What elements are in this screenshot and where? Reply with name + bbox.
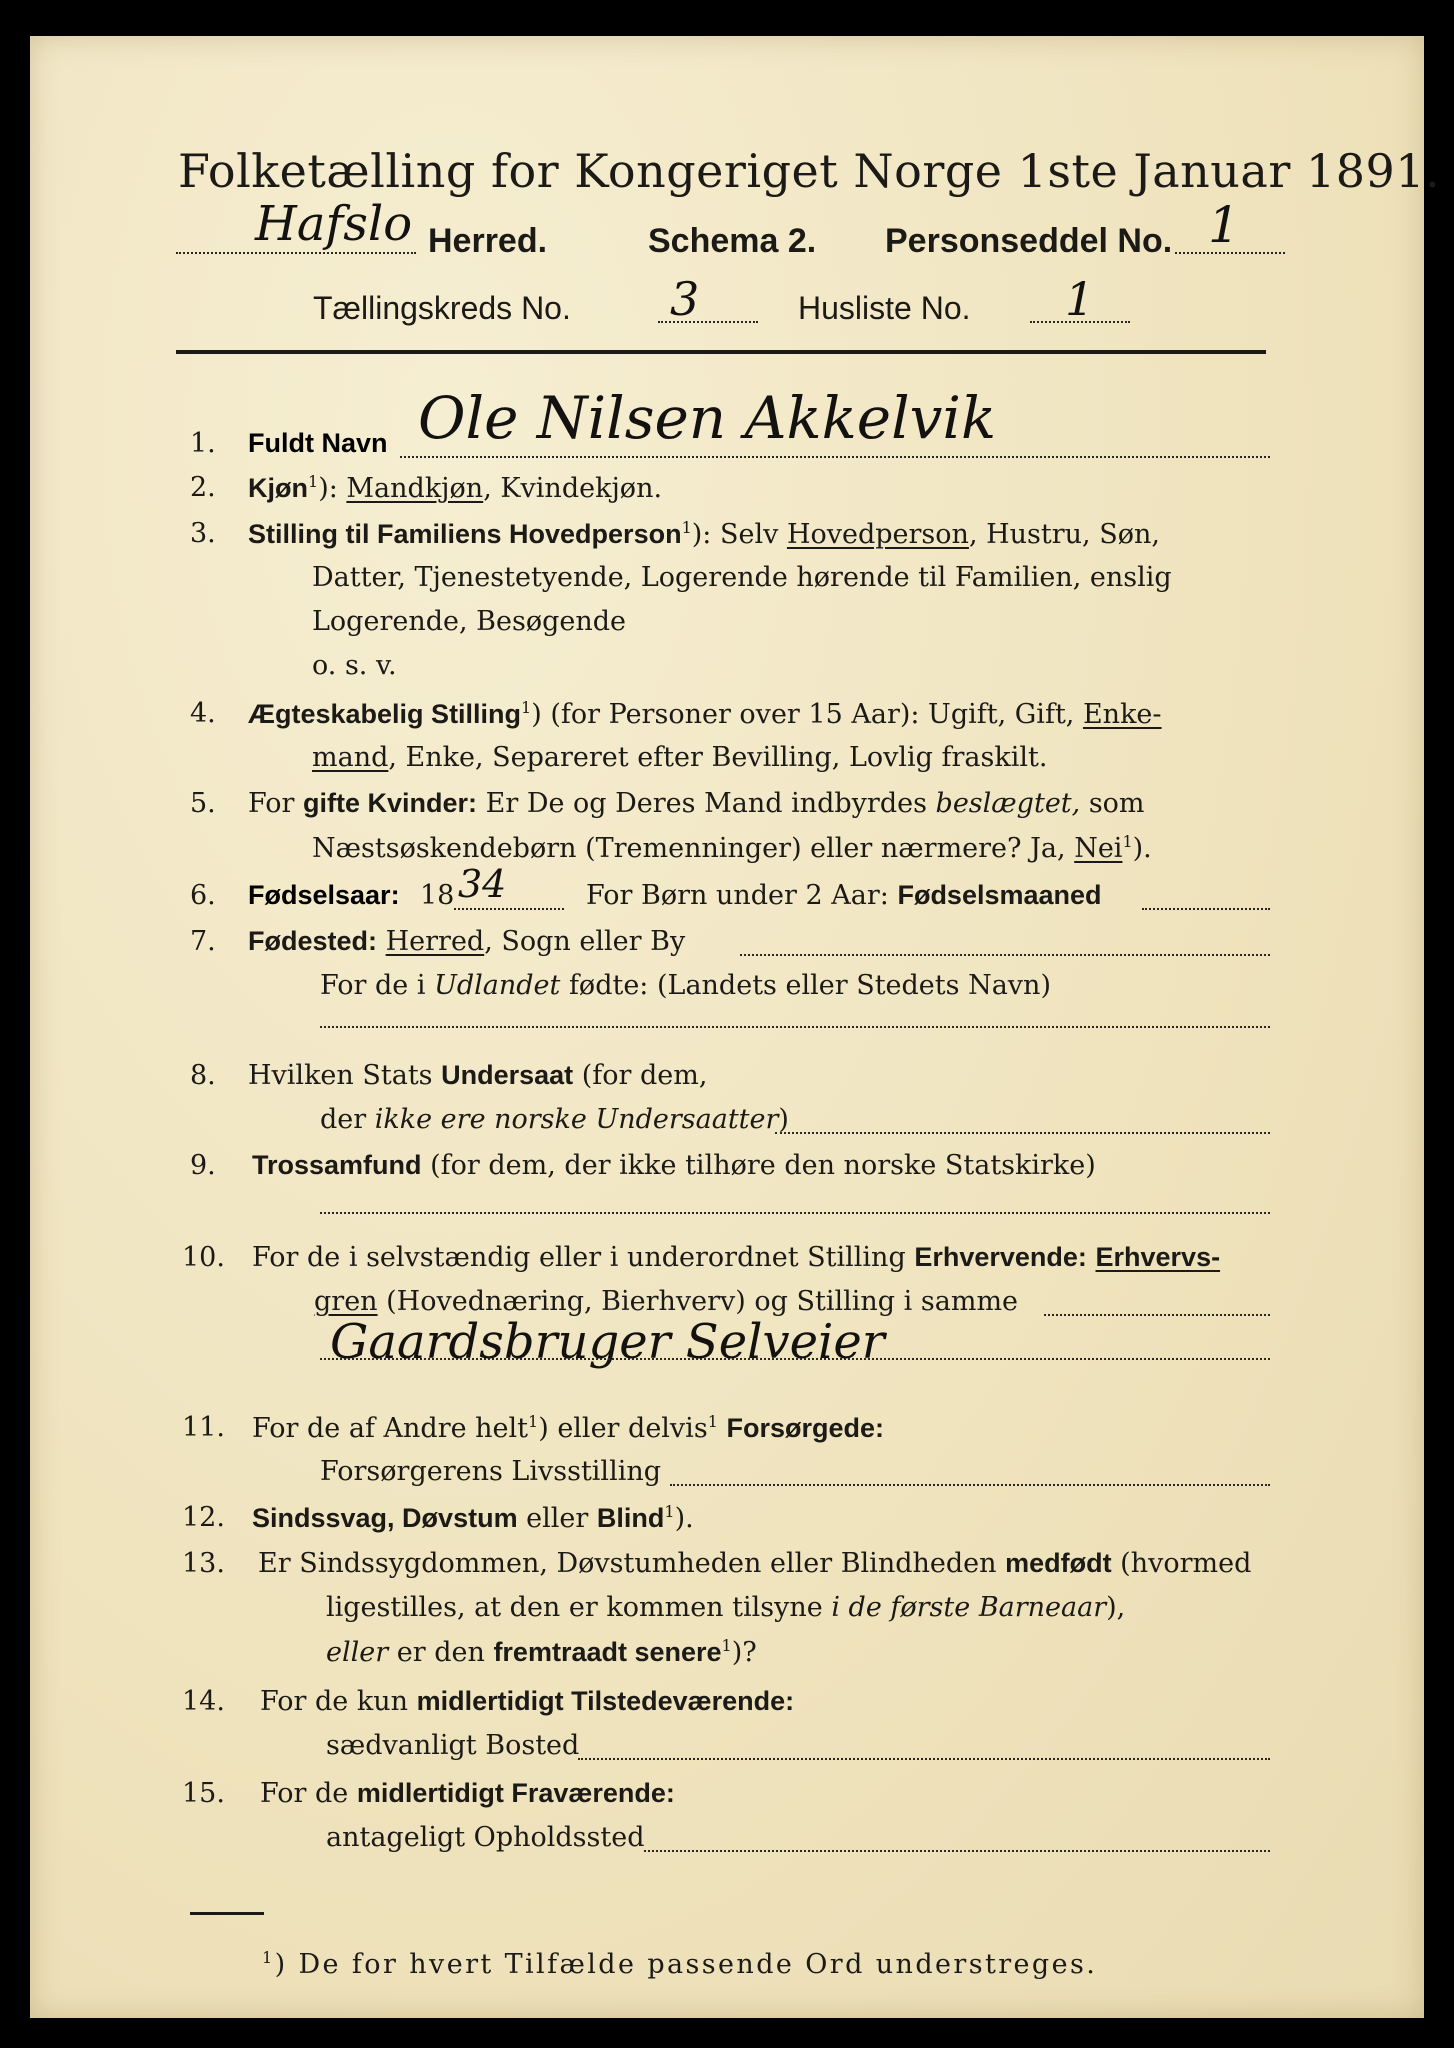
item-1-dots <box>400 456 1270 458</box>
personseddel-value: 1 <box>1208 196 1240 254</box>
item-12-end: ). <box>674 1503 694 1534</box>
item-6-mid: For Børn under 2 Aar: <box>586 880 898 911</box>
footnote-mark: 1 <box>262 1948 275 1967</box>
item-15-line1 <box>260 1778 675 1809</box>
item-1-label: Fuldt Navn <box>248 428 388 458</box>
item-5-line2 <box>312 832 1152 864</box>
item-5-selected: Nei <box>1074 833 1123 864</box>
item-5-pre: For <box>248 788 304 819</box>
item-4-label: Ægteskabelig Stilling <box>248 699 522 729</box>
item-7-dots <box>740 954 1270 956</box>
item-7-label: Fødested: <box>248 926 378 956</box>
item-8-l2b: ) <box>778 1104 789 1135</box>
item-9-num: 9. <box>190 1150 216 1181</box>
item-3-label: Stilling til Familiens Hovedperson <box>248 519 682 549</box>
item-13-text: Er Sindssygdommen, Døvstumheden eller Blindheden <box>258 1548 1006 1579</box>
item-13-label2: fremtraadt senere <box>493 1637 722 1667</box>
item-9-line <box>252 1150 1096 1181</box>
item-7-l2b: fødte: (Landets eller Stedets Navn) <box>560 970 1051 1001</box>
item-11-label: Forsørgede: <box>726 1413 884 1443</box>
item-6-label2: Fødselsmaaned <box>897 880 1102 910</box>
item-10-rest: (Hovednæring, Bierhverv) og Stilling i samme <box>377 1286 1019 1317</box>
footnote-ref: 1 <box>681 518 692 537</box>
item-5-close: ). <box>1132 833 1152 864</box>
schema-label: Schema 2. <box>648 222 817 260</box>
item-2-line <box>248 472 662 504</box>
item-13-num: 13. <box>182 1548 225 1579</box>
item-13-l2b: ), <box>1106 1592 1126 1623</box>
census-form <box>30 36 1441 2018</box>
item-9-dots <box>320 1212 1270 1214</box>
item-13-l2a: ligestilles, at den er kommen tilsyne <box>326 1592 832 1623</box>
item-14-line1 <box>260 1686 794 1717</box>
item-7-num: 7. <box>190 926 216 957</box>
item-5-question: Næstsøskendebørn (Tremenninger) eller nærmere? Ja, <box>312 833 1075 864</box>
item-6-dots-b <box>1142 908 1270 910</box>
item-5-italic: beslægtet, <box>935 788 1081 819</box>
item-10-dots-2 <box>320 1358 1270 1360</box>
item-2-selected: Mandkjøn <box>346 473 484 504</box>
item-14-dots <box>578 1758 1270 1760</box>
item-14-pre: For de kun <box>260 1686 417 1717</box>
husliste-label: Husliste No. <box>798 290 971 326</box>
item-10-line2 <box>314 1286 1018 1317</box>
footnote-ref: 1 <box>721 1636 732 1655</box>
item-13-l3a: er den <box>388 1637 494 1668</box>
item-3-line2: Datter, Tjenestetyende, Logerende hørende til Familien, enslig <box>312 562 1172 593</box>
item-3-rest: , Hustru, Søn, <box>968 519 1160 550</box>
item-4-selected-a: Enke- <box>1082 699 1162 730</box>
item-3-line1 <box>248 518 1160 550</box>
item-3-text: ): Selv <box>691 519 787 550</box>
item-10-selected-b: gren <box>314 1286 378 1317</box>
herred-dots <box>176 252 416 254</box>
item-8-rest: (for dem, <box>573 1060 708 1091</box>
item-4-line1 <box>248 698 1162 730</box>
item-12-label2: Blind <box>596 1503 665 1533</box>
item-4-text: ) (for Personer over 15 Aar): Ugift, Gift, <box>531 699 1083 730</box>
footnote-ref: 1 <box>664 1502 675 1521</box>
taellingskreds-value: 3 <box>670 272 700 326</box>
item-11-line1 <box>252 1412 884 1444</box>
footnote-ref: 1 <box>528 1412 539 1431</box>
item-3-line3: Logerende, Besøgende <box>312 606 626 637</box>
item-6-label: Fødselsaar: <box>248 880 400 910</box>
footnote-text: ) De for hvert Tilfælde passende Ord understreges. <box>274 1949 1098 1980</box>
herred-label: Herred. <box>428 222 548 260</box>
item-13-end: (hvormed <box>1111 1548 1252 1579</box>
item-2-rest: , Kvindekjøn. <box>483 473 663 504</box>
item-6-line <box>586 880 1102 911</box>
item-11-text: For de af Andre helt <box>252 1413 529 1444</box>
item-3-line4: o. s. v. <box>312 650 397 681</box>
item-8-dots <box>775 1132 1270 1134</box>
header-rule <box>176 350 1266 354</box>
item-2-num: 2. <box>190 472 216 503</box>
item-7-dots-2 <box>320 1026 1270 1028</box>
item-8-l2a: der <box>320 1104 375 1135</box>
herred-value: Hafslo <box>255 196 413 252</box>
item-8-line2 <box>320 1104 789 1135</box>
item-8-italic: ikke ere norske Undersaatter <box>374 1104 779 1135</box>
item-2-label: Kjøn <box>248 473 308 503</box>
item-10-label: Erhvervende: <box>914 1242 1087 1272</box>
item-15-label: midlertidigt Fraværende: <box>356 1778 675 1808</box>
item-10-selected-a: Erhvervs- <box>1095 1242 1221 1272</box>
form-title: Folketælling for Kongeriget Norge 1ste Januar 1891. <box>178 144 1441 198</box>
item-15-line2: antageligt Opholdssted <box>326 1822 645 1853</box>
item-14-num: 14. <box>182 1686 225 1717</box>
item-7-line2 <box>320 970 1051 1001</box>
item-4-selected-b: mand <box>312 742 389 773</box>
item-15-pre: For de <box>260 1778 357 1809</box>
item-6-dots-a <box>454 908 564 910</box>
footnote-ref: 1 <box>308 472 319 491</box>
item-7-rest: , Sogn eller By <box>484 926 686 957</box>
item-7-selected: Herred <box>385 926 485 957</box>
item-5-end: som <box>1080 788 1145 819</box>
item-8-line1 <box>248 1060 707 1091</box>
item-6-prefix: 18 <box>420 880 455 911</box>
item-5-num: 5. <box>190 788 216 819</box>
item-1-num: 1. <box>190 428 216 459</box>
item-7-italic: Udlandet <box>434 970 561 1001</box>
item-9-rest: (for dem, der ikke tilhøre den norske Statskirke) <box>421 1150 1096 1181</box>
item-13-italic-2: eller <box>326 1637 389 1668</box>
item-12-num: 12. <box>182 1502 225 1533</box>
item-11-num: 11. <box>182 1412 225 1443</box>
item-5-text: Er De og Deres Mand indbyrdes <box>477 788 936 819</box>
birth-year-value: 34 <box>458 862 507 906</box>
footnote-rule <box>190 1912 264 1915</box>
item-3-selected: Hovedperson <box>786 519 969 550</box>
item-15-num: 15. <box>182 1778 225 1809</box>
item-11-dots <box>670 1484 1270 1486</box>
occupation-value: Gaardsbruger Selveier <box>330 1314 885 1370</box>
item-12-line <box>252 1502 694 1534</box>
item-10-line1 <box>252 1242 1220 1273</box>
item-4-line2 <box>312 742 1047 773</box>
item-7-l2a: For de i <box>320 970 435 1001</box>
item-5-line1 <box>248 788 1145 819</box>
item-12-label: Sindssvag, Døvstum <box>252 1503 518 1533</box>
footnote-ref: 1 <box>521 698 532 717</box>
item-4-num: 4. <box>190 698 216 729</box>
full-name-value: Ole Nilsen Akkelvik <box>418 384 997 452</box>
taellingskreds-label: Tællingskreds No. <box>313 290 571 326</box>
footnote-ref: 1 <box>707 1412 718 1431</box>
item-13-line2 <box>326 1592 1125 1623</box>
item-13-label: medfødt <box>1005 1548 1112 1578</box>
item-9-label: Trossamfund <box>252 1150 422 1180</box>
item-8-label: Undersaat <box>441 1060 574 1090</box>
item-13-line3 <box>326 1636 757 1668</box>
item-3-num: 3. <box>190 518 216 549</box>
item-8-text: Hvilken Stats <box>248 1060 442 1091</box>
item-4-rest: , Enke, Separeret efter Bevilling, Lovlig fraskilt. <box>388 742 1048 773</box>
item-14-line2: sædvanligt Bosted <box>326 1730 580 1761</box>
item-6-num: 6. <box>190 880 216 911</box>
item-10-dots <box>1044 1314 1270 1316</box>
item-13-l3-end: )? <box>731 1637 757 1668</box>
item-14-label: midlertidigt Tilstedeværende: <box>416 1686 795 1716</box>
item-7-line1 <box>248 926 685 957</box>
item-15-dots <box>644 1850 1270 1852</box>
item-13-italic: i de første Barneaar <box>831 1592 1107 1623</box>
item-8-num: 8. <box>190 1060 216 1091</box>
personseddel-label: Personseddel No. <box>885 222 1173 260</box>
item-10-text: For de i selvstændig eller i underordnet Stilling <box>252 1242 915 1273</box>
item-11-line2: Forsørgerens Livsstilling <box>320 1456 662 1487</box>
footnote <box>262 1948 1097 1980</box>
item-10-num: 10. <box>182 1242 225 1273</box>
item-2-text: ): <box>318 473 347 504</box>
item-12-mid: eller <box>517 1503 597 1534</box>
item-5-label: gifte Kvinder: <box>303 788 478 818</box>
item-13-line1 <box>258 1548 1251 1579</box>
husliste-value: 1 <box>1065 272 1095 326</box>
item-11-text-b: ) eller delvis <box>538 1413 708 1444</box>
footnote-ref: 1 <box>1122 832 1133 851</box>
